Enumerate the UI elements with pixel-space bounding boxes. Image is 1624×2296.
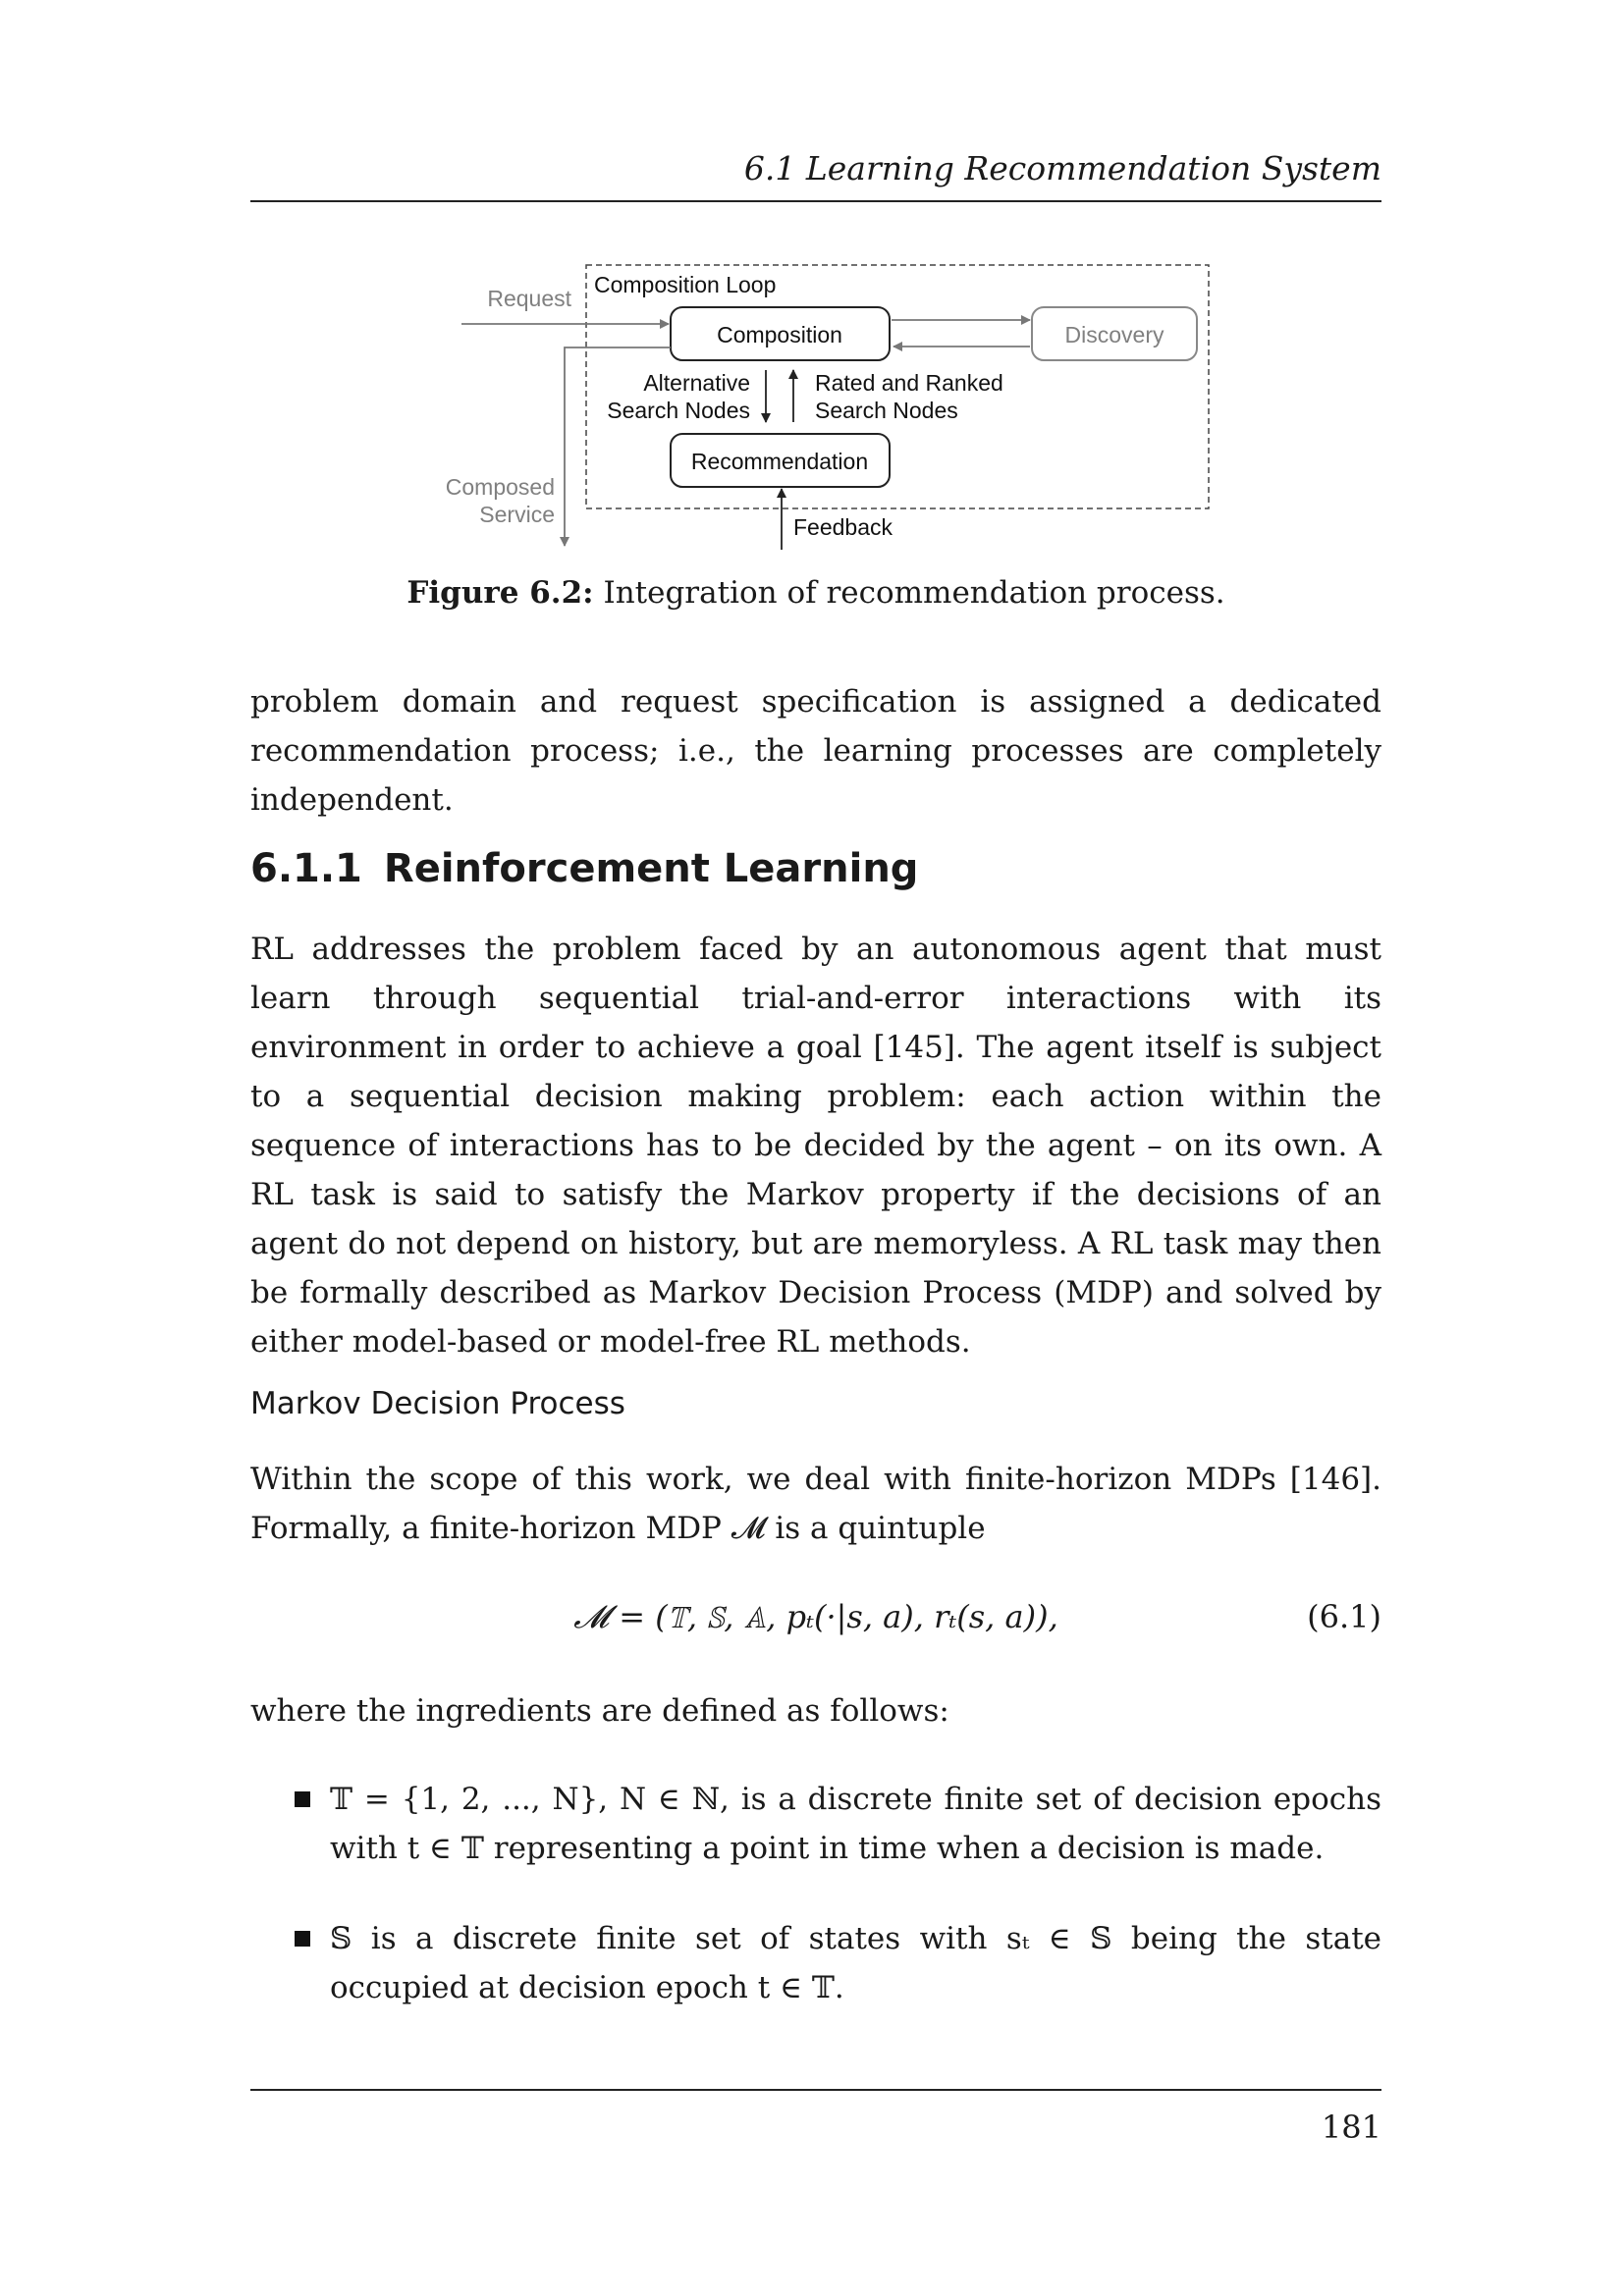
caption-text: Integration of recommendation process.: [603, 575, 1225, 611]
figure-6-2: [432, 257, 1218, 552]
rated-label-line2: Search Nodes: [815, 398, 958, 423]
equation-expression: 𝓜 = (𝕋, 𝕊, 𝔸, pₜ(·|s, a), rₜ(s, a)),: [573, 1598, 1058, 1635]
section-title: Reinforcement Learning: [383, 846, 919, 891]
footer-rule: [250, 2089, 1381, 2091]
running-head: 6.1 Learning Recommendation System: [743, 149, 1381, 187]
request-label: Request: [487, 286, 571, 311]
equation-number: (6.1): [1307, 1598, 1381, 1635]
paragraph-1: problem domain and request specification is assigned a dedicated recommendation process; i.e., the learning processes are completely independent.: [250, 684, 1381, 818]
paragraph-4: where the ingredients are defined as follows:: [250, 1693, 949, 1729]
subsection-heading: Markov Decision Process: [250, 1386, 625, 1421]
bullet-item-2: 𝕊 is a discrete finite set of states with sₜ ∈ 𝕊 being the state occupied at decision epoch t ∈ 𝕋.: [330, 1921, 1381, 2005]
composed-label-line1: Composed: [445, 474, 555, 500]
section-number: 6.1.1: [250, 846, 362, 891]
recommendation-diagram: [432, 257, 1218, 552]
page-number: 181: [1321, 2109, 1381, 2146]
paragraph-2: RL addresses the problem faced by an autonomous agent that must learn through sequential trial-and-error interactions with its environment in order to achieve a goal [145]. The agent itself is subject to a sequential decision making problem: each action within the sequence of interactions has to be decided by the agent – on its own. A RL task is said to satisfy the Markov property if the decisions of an agent do not depend on history, but are memoryless. A RL task may then be formally described as Markov Decision Process (MDP) and solved by either model-based or model-free RL methods.: [250, 932, 1381, 1360]
discovery-label: Discovery: [1064, 322, 1164, 347]
paragraph-3: Within the scope of this work, we deal with finite-horizon MDPs [146]. Formally, a finite-horizon MDP 𝓜 is a quintuple: [250, 1462, 1381, 1546]
composition-label: Composition: [717, 322, 842, 347]
alternative-label-line2: Search Nodes: [607, 398, 750, 423]
caption-label: Figure 6.2:: [406, 575, 594, 611]
rated-label-line1: Rated and Ranked: [815, 370, 1003, 396]
bullet-marker: [295, 1775, 330, 1807]
recommendation-label: Recommendation: [690, 449, 869, 474]
alternative-label-line1: Alternative: [643, 370, 750, 396]
header-rule: [250, 200, 1381, 202]
composition-loop-label: Composition Loop: [594, 272, 777, 297]
bullet-item-1: 𝕋 = {1, 2, ..., N}, N ∈ ℕ, is a discrete finite set of decision epochs with t ∈ 𝕋 representing a point in time when a decision is made.: [330, 1782, 1381, 1866]
bullet-marker: [295, 1914, 330, 1947]
composed-label-line2: Service: [479, 502, 555, 527]
section-heading: [250, 846, 940, 891]
feedback-label: Feedback: [793, 514, 893, 540]
equation-6-1: [250, 1598, 1381, 1647]
figure-caption: [250, 575, 1381, 611]
